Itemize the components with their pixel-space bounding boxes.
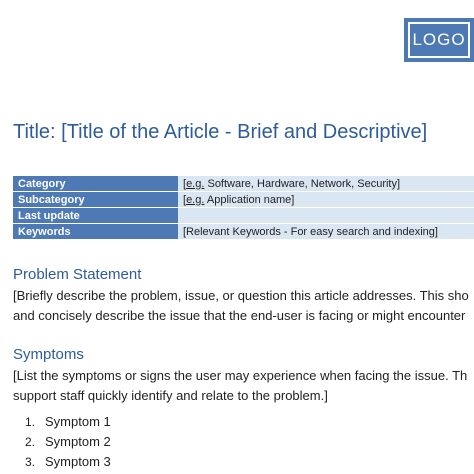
paragraph-line: support staff quickly identify and relate to the problem.]	[13, 388, 328, 403]
metadata-value: [Relevant Keywords - For easy search and indexing]	[178, 224, 474, 240]
problem-statement-text	[13, 286, 469, 326]
metadata-row-category	[13, 176, 474, 192]
problem-statement-heading: Problem Statement	[13, 266, 142, 283]
list-item: 2. Symptom 2	[24, 434, 111, 449]
symptoms-heading: Symptoms	[13, 346, 84, 363]
list-item: 3. Symptom 3	[24, 454, 111, 469]
metadata-value	[178, 208, 474, 224]
symptoms-text	[13, 366, 467, 406]
paragraph-line: [List the symptoms or signs the user may experience when facing the issue. Th	[13, 368, 468, 383]
list-item: 1. Symptom 1	[24, 414, 111, 429]
metadata-key: Subcategory	[13, 192, 178, 208]
metadata-row-keywords	[13, 224, 474, 240]
paragraph-line: [Briefly describe the problem, issue, or question this article addresses. This sho	[13, 288, 469, 303]
paragraph-line: and concisely describe the issue that the end-user is facing or might encounter	[13, 308, 466, 323]
logo-text: LOGO	[408, 22, 470, 58]
metadata-table	[13, 176, 474, 240]
metadata-key: Category	[13, 176, 178, 192]
metadata-row-last-update	[13, 208, 474, 224]
page-title: Title: [Title of the Article - Brief and Descriptive]	[13, 121, 428, 143]
metadata-value: [e.g. Application name]	[178, 192, 474, 208]
metadata-value: [e.g. Software, Hardware, Network, Security]	[178, 176, 474, 192]
logo	[404, 18, 474, 62]
metadata-row-subcategory	[13, 192, 474, 208]
symptom-list	[13, 412, 111, 472]
metadata-key: Keywords	[13, 224, 178, 240]
metadata-key: Last update	[13, 208, 178, 224]
